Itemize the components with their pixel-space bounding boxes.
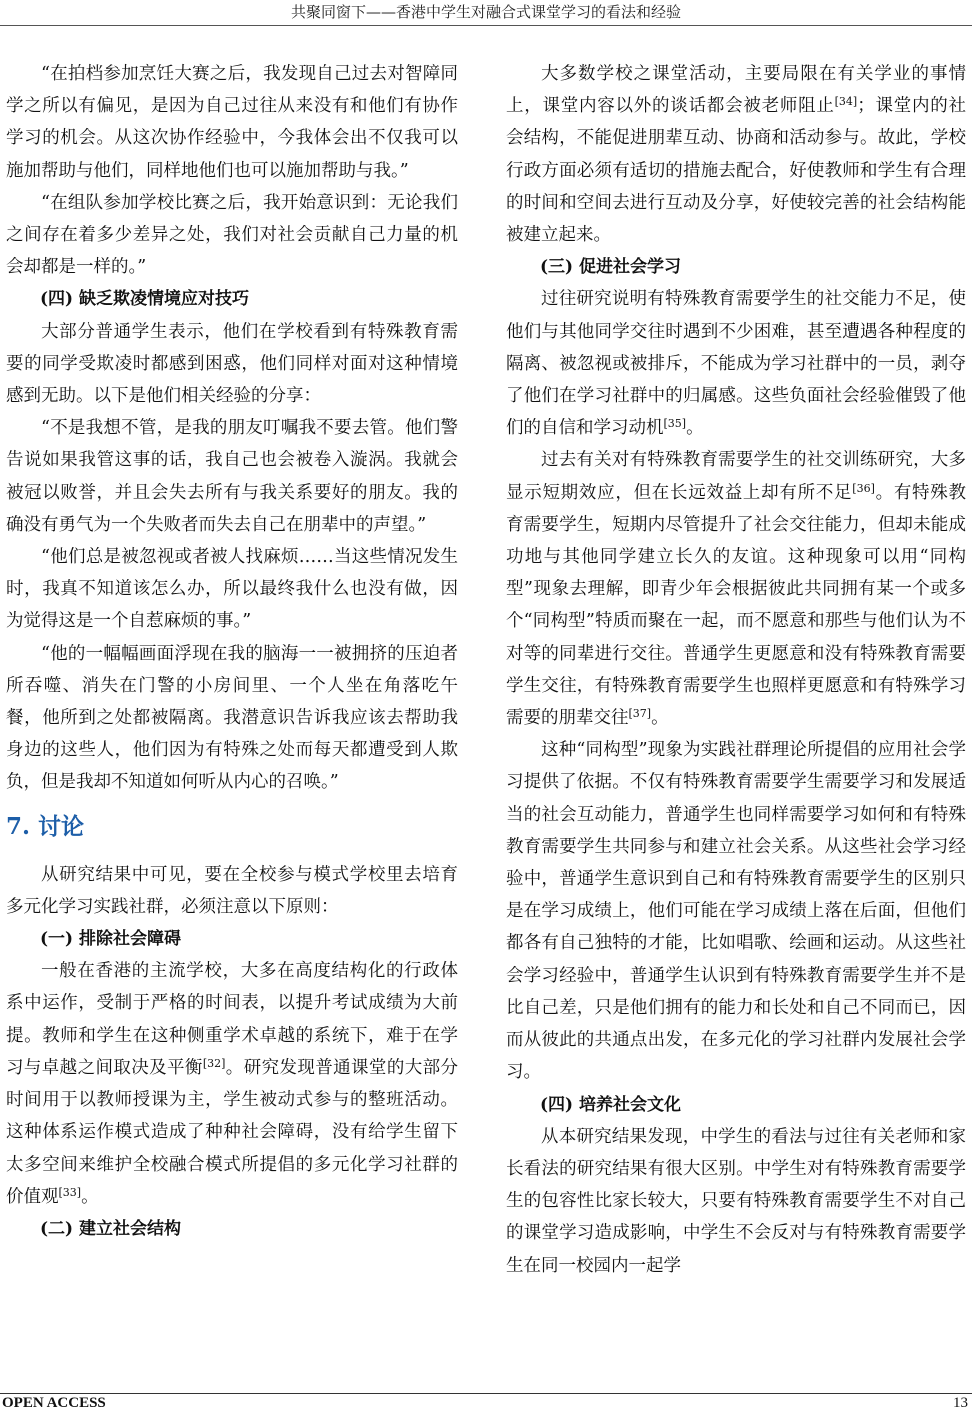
open-access-label: OPEN ACCESS: [2, 1395, 106, 1411]
footer-rule: [0, 1393, 972, 1394]
paragraph-homophily: 过去有关对有特殊教育需要学生的社交训练研究，大多显示短期效应，但在长远效益上却有所不足[36]。有特殊教育需要学生，短期内尽管提升了社会交往能力，但却未能成功地与其他同学建立长久的友谊。这种现象可以用“同构型”现象去理解，即青少年会根据彼此共同拥有某一个或多个“同构型”特质而聚在一起，而不愿意和那些与他们认为不对等的同辈进行交往。普通学生更愿意和没有特殊教育需要学生交往，有特殊教育需要学生也照样更愿意和有特殊学习需要的朋辈交往[37]。: [506, 450, 967, 729]
quote-ignored: “他们总是被忽视或者被人找麻烦……当这些情况发生时，我真不知道该怎么办，所以最终我什么也没有做，因为觉得这是一个自惹麻烦的事。”: [6, 547, 458, 632]
paragraph-classroom-activities: 大多数学校之课堂活动，主要局限在有关学业的事情上，课堂内容以外的谈话都会被老师阻止[34]；课堂内的社会结构，不能促进朋辈互动、协商和活动参与。故此，学校行政方面必须有适切的措施去配合，好使教师和学生有合理的时间和空间去进行互动及分享，好使较完善的社会结构能被建立起来。: [506, 64, 967, 246]
citation-35: [35]: [663, 417, 687, 431]
citation-34: [34]: [834, 95, 858, 109]
section-title-discussion: 7. 讨论: [6, 812, 85, 840]
running-title: 共聚同窗下——香港中学生对融合式课堂学习的看法和经验: [290, 3, 681, 21]
subheading-build-structure: (二) 建立社会结构: [40, 1218, 182, 1239]
paragraph-bullying-intro: 大部分普通学生表示，他们在学校看到有特殊教育需要的同学受欺凌时都感到困惑，他们同样对面对这种情境感到无助。以下是他们相关经验的分享：: [6, 321, 458, 407]
paragraph-discussion-intro: 从研究结果中可见，要在全校参与模式学校里去培育多元化学习实践社群，必须注意以下原则：: [6, 864, 458, 917]
citation-36: [36]: [852, 481, 875, 495]
paragraph-community-practice: 这种“同构型”现象为实践社群理论所提倡的应用社会学习提供了依据。不仅有特殊教育需要学生需要学习和发展适当的社会互动能力，普通学生也同样需要学习如何和有特殊教育需要学生共同参与和建立社会关系。从这些社会学习经验中，普通学生意识到自己和有特殊教育需要学生的区别只是在学习成绩上，他们可能在学习成绩上落在后面，但他们都各有自己独特的才能，比如唱歌、绘画和运动。从这些社会学习经验中，普通学生认识到有特殊教育需要学生并不是比自己差，只是他们拥有的能力和长处和自己不同而已，因而从彼此的共通点出发，在多元化的学习社群内发展社会学习。: [506, 740, 966, 1083]
paragraph-remove-barriers: 一般在香港的主流学校，大多在高度结构化的行政体系中运作，受制于严格的时间表，以提升考试成绩为大前提。教师和学生在这种侧重学术卓越的系统下，难于在学习与卓越之间取决及平衡[32]。研究发现普通课堂的大部分时间用于以教师授课为主，学生被动式参与的整班活动。这种体系运作模式造成了种种社会障碍，没有给学生留下太多空间来维护全校融合模式所提倡的多元化学习社群的价值观[33]。: [6, 961, 459, 1207]
left-column: [6, 58, 458, 1245]
citation-33: [33]: [58, 1185, 82, 1199]
subheading-social-culture: (四) 培养社会文化: [540, 1094, 682, 1115]
quote-school-competition: “在组队参加学校比赛之后，我开始意识到：无论我们之间存在着多少差异之处，我们对社会贡献自己力量的机会却都是一样的。”: [6, 192, 458, 278]
right-column: [506, 58, 966, 1282]
quote-friends-warning: “不是我想不管，是我的朋友叮嘱我不要去管。他们警告说如果我管这事的话，我自己也会被卷入漩涡。我就会被冠以败誉，并且会失去所有与我关系要好的朋友。我的确没有勇气为一个失败者而失去自己在朋辈中的声望。”: [6, 418, 458, 535]
header-rule: [0, 25, 972, 26]
subheading-bullying-skills: (四) 缺乏欺凌情境应对技巧: [40, 289, 250, 310]
subheading-remove-barriers: (一) 排除社会障碍: [40, 929, 182, 950]
paragraph-social-skills: 过往研究说明有特殊教育需要学生的社交能力不足，使他们与其他同学交往时遇到不少困难，甚至遭遇各种程度的隔离、被忽视或被排斥，不能成为学习社群中的一员，剥夺了他们在学习社群中的归属感。这些负面社会经验催毁了他们的自信和学习动机[35]。: [506, 289, 966, 439]
paragraph-student-views: 从本研究结果发现，中学生的看法与过往有关老师和家长看法的研究结果有很大区别。中学生对有特殊教育需要学生的包容性比家长较大，只要有特殊教育需要学生不对自己的课堂学习造成影响，中学生不会反对与有特殊教育需要学生在同一校园内一起学: [506, 1126, 966, 1276]
citation-32: [32]: [202, 1056, 226, 1070]
quote-cooking-contest: “在拍档参加烹饪大赛之后，我发现自己过去对智障同学之所以有偏见，是因为自己过往从来没有和他们有协作学习的机会。从这次协作经验中，今我体会出不仅我可以施加帮助与他们，同样地他们也可以施加帮助与我。”: [6, 64, 458, 181]
subheading-social-learning: (三) 促进社会学习: [540, 257, 682, 278]
page-number: 13: [953, 1395, 968, 1411]
quote-images: “他的一幅幅画面浮现在我的脑海一一被拥挤的压迫者所吞噬、消失在门警的小房间里、一个人坐在角落吃午餐，他所到之处都被隔离。我潜意识告诉我应该去帮助我身边的这些人，他们因为有特殊之处而每天都遭受到人欺负，但是我却不知道如何听从内心的召唤。”: [6, 643, 458, 793]
citation-37: [37]: [628, 707, 652, 721]
